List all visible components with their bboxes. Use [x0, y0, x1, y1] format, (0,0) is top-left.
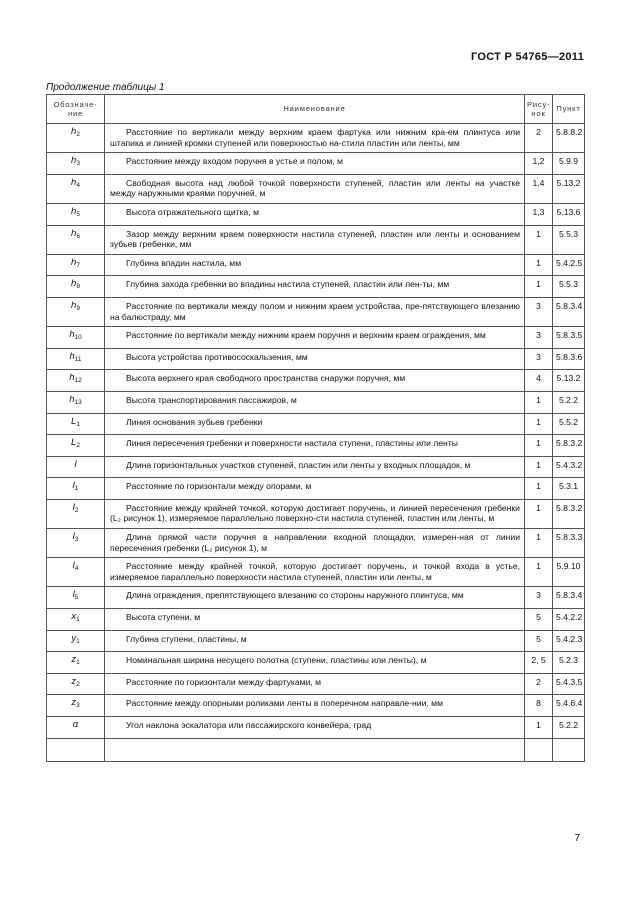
symbol-letter: l: [72, 531, 75, 543]
symbol-cell: [47, 327, 105, 349]
symbol-letter: h: [71, 205, 77, 217]
symbol-cell: [47, 587, 105, 609]
clause-cell: 5.9.10: [553, 558, 585, 587]
column-header-clause: Пункт: [553, 95, 585, 124]
symbol-subscript: 2: [76, 680, 80, 688]
empty-cell: [105, 738, 525, 761]
name-text: Расстояние по горизонтали между фартуками, м: [126, 676, 322, 687]
name-cell: [105, 630, 525, 652]
symbol-subscript: 1: [76, 659, 80, 667]
name-text: Расстояние по вертикали между нижним краем поручня и верхним краем ограждения, мм: [126, 330, 486, 341]
figure-cell: 1: [525, 391, 553, 413]
symbol-subscript: 7: [76, 261, 80, 269]
symbol-cell: [47, 254, 105, 276]
symbol-cell: [47, 456, 105, 478]
symbol-subscript: 3: [74, 536, 79, 544]
figure-cell: 1: [525, 435, 553, 457]
clause-cell: 5.8.8.2: [553, 124, 585, 153]
symbol-letter: z: [71, 675, 77, 687]
table-body: [47, 124, 585, 762]
clause-cell: 5.4.2.5: [553, 254, 585, 276]
symbol-subscript: 1: [74, 485, 79, 493]
name-cell: [105, 478, 525, 500]
symbol-subscript: 9: [76, 304, 80, 312]
name-cell: [105, 435, 525, 457]
name-cell: [105, 391, 525, 413]
table-row: [47, 587, 585, 609]
symbol-letter: l: [72, 480, 75, 492]
table-row: [47, 529, 585, 558]
name-text: Длина прямой части поручня в направлении входной площадки, измерен-ная от линии пересечения гребенки (L₂ рисунок 1), м: [110, 532, 520, 553]
name-text: Расстояние по вертикали между полом и нижним краем устройства, пре-пятствующего влезанию на балюстраду, мм: [110, 300, 520, 322]
symbol-letter: z: [71, 654, 77, 666]
name-cell: [105, 609, 525, 631]
name-cell: [105, 297, 525, 326]
figure-cell: 3: [525, 327, 553, 349]
figure-cell: 3: [525, 587, 553, 609]
figure-cell: 3: [525, 348, 553, 370]
clause-cell: 5.8.3.3: [553, 529, 585, 558]
clause-cell: 5.2.2: [553, 391, 585, 413]
symbol-cell: [47, 478, 105, 500]
table-continuation-row: [47, 738, 585, 761]
name-cell: [105, 529, 525, 558]
name-cell: [105, 174, 525, 203]
figure-cell: 1: [525, 478, 553, 500]
name-cell: [105, 717, 525, 739]
table-row: [47, 558, 585, 587]
figure-cell: 3: [525, 297, 553, 326]
clause-cell: 5.4.2.3: [553, 630, 585, 652]
name-cell: [105, 499, 525, 528]
name-cell: [105, 456, 525, 478]
symbol-letter: l: [72, 589, 75, 601]
symbol-letter: h: [69, 329, 75, 341]
name-cell: [105, 276, 525, 298]
symbol-cell: [47, 413, 105, 435]
name-cell: [105, 254, 525, 276]
table-container: [46, 94, 584, 762]
empty-cell: [47, 738, 105, 761]
name-cell: [105, 673, 525, 695]
symbol-cell: [47, 174, 105, 203]
symbol-cell: [47, 370, 105, 392]
figure-cell: 1: [525, 499, 553, 528]
name-text: Глубина ступени, пластины, м: [126, 633, 247, 644]
symbol-letter: y: [71, 632, 77, 644]
symbol-subscript: 4: [74, 565, 79, 573]
symbol-letter: h: [69, 350, 75, 362]
symbol-letter: z: [71, 697, 77, 709]
table-row: [47, 717, 585, 739]
table-row: [47, 124, 585, 153]
table-header-row: [47, 95, 585, 124]
clause-cell: 5.4.6.4: [553, 695, 585, 717]
table-row: [47, 695, 585, 717]
symbol-subscript: 4: [76, 181, 80, 189]
figure-cell: 1,3: [525, 203, 553, 225]
empty-cell: [553, 738, 585, 761]
name-text: Высота отражательного щитка, м: [126, 206, 260, 217]
symbol-cell: [47, 695, 105, 717]
symbol-letter: l: [72, 560, 75, 572]
clause-cell: 5.9.9: [553, 153, 585, 175]
name-cell: [105, 203, 525, 225]
symbol-letter: l: [74, 458, 77, 470]
name-text: Угол наклона эскалатора или пассажирского конвейера, град: [126, 720, 372, 730]
table-row: [47, 413, 585, 435]
clause-cell: 5.13.2: [553, 174, 585, 203]
figure-cell: 1: [525, 276, 553, 298]
name-text: Зазор между верхним краем поверхности настила ступеней, пластин или ленты и основанием зубьев гребенки, мм: [110, 228, 520, 250]
symbol-cell: [47, 297, 105, 326]
symbol-cell: [47, 673, 105, 695]
name-text: Длина горизонтальных участков ступеней, пластин или ленты у входных площадок, м: [126, 459, 471, 470]
figure-cell: 5: [525, 609, 553, 631]
symbol-cell: [47, 558, 105, 587]
symbol-subscript: 5: [76, 210, 80, 218]
symbol-letter: h: [71, 126, 77, 137]
clause-cell: 5.2.3: [553, 652, 585, 674]
clause-cell: 5.2.2: [553, 717, 585, 739]
clause-cell: 5.4.3.5: [553, 673, 585, 695]
name-cell: [105, 558, 525, 587]
clause-cell: 5.4.3.2: [553, 456, 585, 478]
table-row: [47, 630, 585, 652]
name-cell: [105, 695, 525, 717]
table-row: [47, 153, 585, 175]
symbol-subscript: 5: [74, 594, 79, 602]
symbol-subscript: 3: [76, 702, 80, 710]
column-header-name: Наименование: [105, 95, 525, 124]
symbol-subscript: 2: [74, 506, 79, 514]
name-cell: [105, 153, 525, 175]
name-text: Расстояние по горизонтали между опорами, м: [126, 481, 312, 492]
symbol-cell: [47, 124, 105, 153]
name-text: Длина ограждения, препятствующего влезанию со стороны наружного плинтуса, мм: [126, 590, 464, 601]
name-text: Расстояние между крайней точкой, которую достигает поручень, и точкой входа в устье, измеряемое параллельно поверхности настила ступеней, пластин или ленты, м: [110, 561, 520, 582]
clause-cell: 5.5.3: [553, 225, 585, 254]
name-text: Высота устройства противососкальзения, мм: [126, 351, 308, 362]
clause-cell: 5.8.3.4: [553, 297, 585, 326]
symbol-letter: α: [72, 719, 79, 730]
symbol-subscript: 8: [76, 283, 80, 291]
name-text: Линия основания зубьев гребенки: [126, 416, 263, 427]
name-text: Глубина впадин настила, мм: [126, 257, 242, 268]
figure-cell: 2: [525, 124, 553, 153]
symbol-subscript: 1: [76, 616, 80, 624]
symbol-subscript: 1: [76, 420, 80, 428]
symbol-letter: h: [71, 227, 77, 239]
clause-cell: 5.4.2.2: [553, 609, 585, 631]
symbol-cell: [47, 391, 105, 413]
symbol-cell: [47, 499, 105, 528]
table-row: [47, 225, 585, 254]
symbol-letter: l: [72, 501, 75, 513]
designations-table: [46, 94, 585, 762]
figure-cell: 1: [525, 717, 553, 739]
figure-cell: 4: [525, 370, 553, 392]
name-cell: [105, 124, 525, 153]
figure-cell: 1: [525, 456, 553, 478]
table-row: [47, 609, 585, 631]
symbol-cell: [47, 225, 105, 254]
table-row: [47, 174, 585, 203]
figure-cell: 1: [525, 529, 553, 558]
symbol-cell: [47, 276, 105, 298]
table-row: [47, 673, 585, 695]
table-row: [47, 297, 585, 326]
table-row: [47, 348, 585, 370]
table-row: [47, 391, 585, 413]
symbol-subscript: 6: [76, 232, 80, 240]
symbol-letter: h: [69, 372, 75, 384]
name-cell: [105, 370, 525, 392]
table-row: [47, 652, 585, 674]
name-text: Свободная высота над любой точкой поверхности ступеней, пластин или ленты на участке между наружными краями поручней, м: [110, 177, 520, 199]
figure-cell: 1: [525, 413, 553, 435]
symbol-cell: [47, 630, 105, 652]
figure-cell: 1,4: [525, 174, 553, 203]
name-text: Глубина захода гребенки во впадины настила ступеней, пластин или лен-ты, мм: [126, 279, 450, 290]
name-cell: [105, 413, 525, 435]
symbol-cell: [47, 203, 105, 225]
name-cell: [105, 225, 525, 254]
symbol-subscript: 12: [74, 377, 82, 385]
clause-cell: 5.8.3.2: [553, 435, 585, 457]
symbol-letter: h: [69, 393, 75, 405]
symbol-cell: [47, 348, 105, 370]
name-text: Номинальная ширина несущего полотна (ступени, пластины или ленты), м: [126, 655, 427, 666]
symbol-subscript: 1: [76, 637, 80, 645]
clause-cell: 5.8.3.2: [553, 499, 585, 528]
table-row: [47, 203, 585, 225]
name-cell: [105, 652, 525, 674]
symbol-cell: [47, 435, 105, 457]
symbol-cell: [47, 717, 105, 739]
clause-cell: 5.13.2: [553, 370, 585, 392]
column-header-figure: Рису- нок: [525, 95, 553, 124]
symbol-letter: h: [71, 278, 77, 290]
clause-cell: 5.3.1: [553, 478, 585, 500]
name-cell: [105, 327, 525, 349]
standard-header: ГОСТ Р 54765—2011: [470, 51, 584, 63]
symbol-cell: [47, 609, 105, 631]
table-row: [47, 499, 585, 528]
symbol-subscript: 11: [74, 355, 82, 363]
symbol-cell: [47, 153, 105, 175]
symbol-letter: L: [71, 415, 77, 427]
clause-cell: 5.8.3.5: [553, 327, 585, 349]
symbol-letter: L: [71, 437, 77, 449]
name-text: Высота верхнего края свободного пространства снаружи поручня, мм: [126, 373, 406, 384]
name-text: Линия пересечения гребенки и поверхности настила ступени, пластины или ленты: [126, 438, 458, 449]
empty-cell: [525, 738, 553, 761]
table-caption: Продолжение таблицы 1: [46, 82, 165, 93]
symbol-letter: h: [71, 155, 77, 167]
table-row: [47, 370, 585, 392]
figure-cell: 2, 5: [525, 652, 553, 674]
symbol-letter: x: [71, 611, 77, 623]
name-text: Расстояние между крайней точкой, которую достигает поручень, и линией пересечения гребенки (L₂ рисунок 1), измеряемое параллельно поверхно-сти настила ступеней, пластин или ленты, м: [110, 502, 520, 524]
symbol-subscript: 2: [76, 442, 80, 450]
column-header-symbol: Обозначе- ние: [47, 95, 105, 124]
figure-cell: 8: [525, 695, 553, 717]
table-row: [47, 276, 585, 298]
name-cell: [105, 587, 525, 609]
symbol-cell: [47, 529, 105, 558]
figure-cell: 1: [525, 558, 553, 587]
table-row: [47, 478, 585, 500]
clause-cell: 5.5.3: [553, 276, 585, 298]
table-row: [47, 254, 585, 276]
symbol-subscript: 2: [76, 131, 80, 138]
symbol-letter: h: [71, 176, 77, 188]
symbol-subscript: 13: [74, 398, 82, 406]
figure-cell: 5: [525, 630, 553, 652]
table-row: [47, 456, 585, 478]
figure-cell: 1,2: [525, 153, 553, 175]
symbol-letter: h: [71, 299, 77, 311]
clause-cell: 5.8.3.6: [553, 348, 585, 370]
name-cell: [105, 348, 525, 370]
symbol-letter: h: [71, 256, 77, 268]
table-row: [47, 327, 585, 349]
name-text: Расстояние между опорными роликами ленты в поперечном направле-нии, мм: [126, 698, 443, 709]
symbol-subscript: 3: [76, 160, 80, 168]
table-row: [47, 435, 585, 457]
clause-cell: 5.13.6: [553, 203, 585, 225]
figure-cell: 2: [525, 673, 553, 695]
name-text: Высота транспортирования пассажиров, м: [126, 394, 297, 405]
figure-cell: 1: [525, 254, 553, 276]
figure-cell: 1: [525, 225, 553, 254]
name-text: Высота ступени, м: [126, 612, 201, 623]
name-text: Расстояние по вертикали между верхним краем фартука или нижним кра-ем плинтуса или штапика и линией кромки ступеней или поверхностью на-стила пластин или ленты, мм: [110, 127, 520, 148]
symbol-cell: [47, 652, 105, 674]
symbol-subscript: 10: [74, 334, 82, 342]
name-text: Расстояние между входом поручня в устье и полом, м: [126, 156, 343, 167]
page-number: 7: [574, 833, 580, 844]
clause-cell: 5.8.3.4: [553, 587, 585, 609]
clause-cell: 5.5.2: [553, 413, 585, 435]
